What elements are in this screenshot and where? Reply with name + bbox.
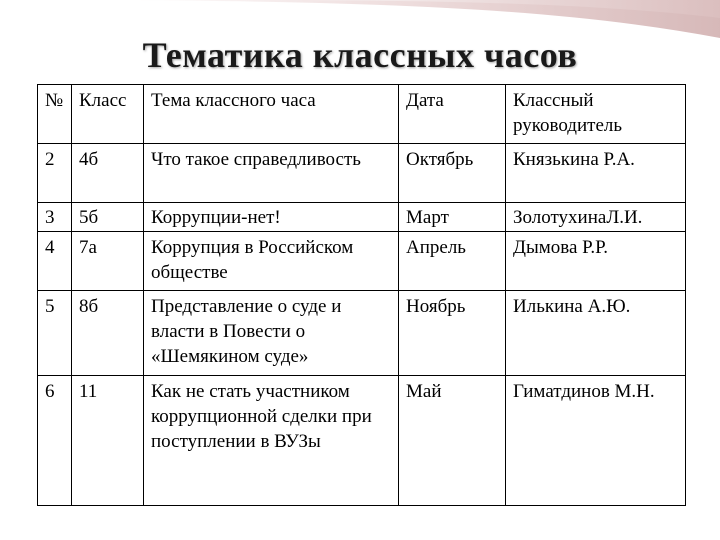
table-row [38, 203, 686, 232]
header-topic: Тема классного часа [144, 85, 399, 144]
cell-topic: Что такое справедливость [144, 144, 399, 203]
cell-date: Ноябрь [399, 291, 506, 376]
cell-number: 2 [38, 144, 72, 203]
cell-class: 7а [72, 232, 144, 291]
cell-class: 5б [72, 203, 144, 232]
cell-teacher: Дымова Р.Р. [506, 232, 686, 291]
cell-number: 6 [38, 376, 72, 506]
cell-class: 4б [72, 144, 144, 203]
cell-class: 11 [72, 376, 144, 506]
header-class: Класс [72, 85, 144, 144]
cell-topic: Коррупция в Российском обществе [144, 232, 399, 291]
cell-number: 4 [38, 232, 72, 291]
table-row [38, 232, 686, 291]
cell-date: Апрель [399, 232, 506, 291]
cell-topic: Представление о суде и власти в Повести о «Шемякином суде» [144, 291, 399, 376]
cell-date: Октябрь [399, 144, 506, 203]
cell-teacher: Гиматдинов М.Н. [506, 376, 686, 506]
cell-number: 5 [38, 291, 72, 376]
cell-number: 3 [38, 203, 72, 232]
cell-teacher: ЗолотухинаЛ.И. [506, 203, 686, 232]
table-row [38, 144, 686, 203]
table-header-row [38, 85, 686, 144]
page-title: Тематика классных часов [142, 35, 578, 75]
cell-class: 8б [72, 291, 144, 376]
header-number: № [38, 85, 72, 144]
cell-date: Май [399, 376, 506, 506]
table-row [38, 291, 686, 376]
cell-date: Март [399, 203, 506, 232]
header-teacher: Классный руководитель [506, 85, 686, 144]
header-date: Дата [399, 85, 506, 144]
cell-teacher: Илькина А.Ю. [506, 291, 686, 376]
class-hours-table [37, 84, 686, 506]
cell-teacher: Князькина Р.А. [506, 144, 686, 203]
cell-topic: Как не стать участником коррупционной сделки при поступлении в ВУЗы [144, 376, 399, 506]
table-row [38, 376, 686, 506]
cell-topic: Коррупции-нет! [144, 203, 399, 232]
